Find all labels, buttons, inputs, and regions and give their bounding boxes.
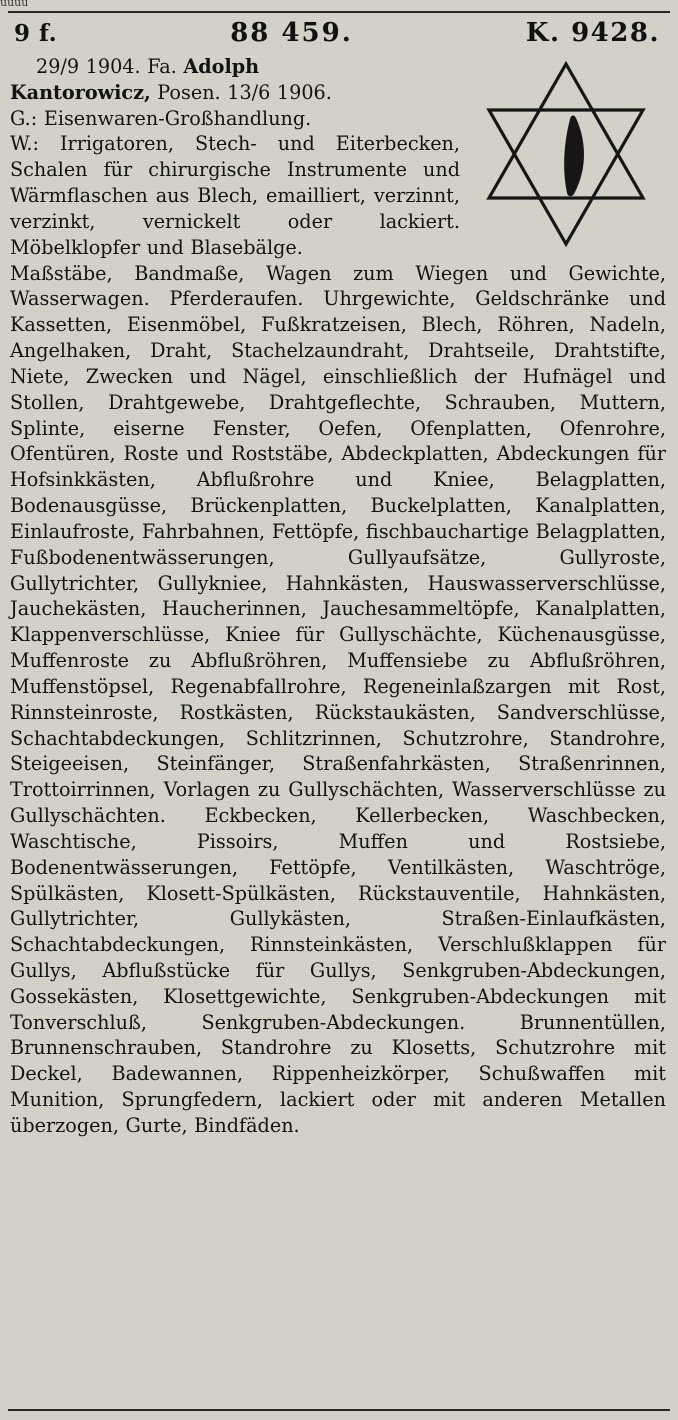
entry-text-block — [10, 54, 666, 1139]
entry-w-label: W.: — [10, 132, 60, 156]
entry-body — [10, 16, 666, 1406]
entry-registration-number: 88 459. — [230, 18, 353, 48]
entry-g-value: Eisenwaren-Großhandlung. — [43, 106, 312, 130]
entry-class-number: 9 f. — [14, 20, 58, 47]
star-of-david-with-crescent-icon — [468, 56, 664, 252]
entry-place: Posen. 13/6 1906. — [150, 80, 332, 104]
entry-firm-name-2: Kantorowicz, — [10, 80, 151, 104]
entry-g-label: G.: — [10, 106, 44, 130]
entry-firm-name-1: Adolph — [183, 55, 260, 78]
entry-goods-body: Maßstäbe, Bandmaße, Wagen zum Wiegen und Gewichte, Wasserwagen. Pferderaufen. Uhrgewichte, Geldschränke und Kassetten, Eisenmöbel, Fußkratzeisen, Blech, Röhren, Nadeln, Angelhaken, Draht, Stachelzaundraht, Drahtseile, Drahtstifte, Niete, Zwecken und Nägel, einschließlich der Hufnägel und Stollen, Drahtgewebe, Drahtgeflechte, Schrauben, Muttern, Splinte, eiserne Fenster, Oefen, Ofenplatten, Ofenrohre, Ofentüren, Roste und Roststäbe, Abdeckplatten, Abdeckungen für Hofsinkkästen, Abflußrohre und Kniee, Belagplatten, Bodenausgüsse, Brückenplatten, Buckelplatten, Kanalplatten, Einlaufroste, Fahrbahnen, Fettöpfe, fischbauchartige Belagplatten, Fußbodenentwässerungen, Gullyaufsätze, Gullyroste, Gullytrichter, Gullykniee, Hahnkästen, Hauswasserverschlüsse, Jauchekästen, Haucherinnen, Jauchesammeltöpfe, Kanalplatten, Klappenverschlüsse, Kniee für Gullyschächte, Küchenausgüsse, Muffenroste zu Abflußröhren, Muffensiebe zu Abflußröhren, Muffenstöpsel, Regenabfallrohre, Regeneinlaßzargen mit Rost, Rinnsteinroste, Rostkästen, Rückstaukästen, Sandverschlüsse, Schachtabdeckungen, Schlitzrinnen, Schutzrohre, Standrohre, Steigeeisen, Steinfänger, Straßenfahrkästen, Straßenrinnen, Trottoirrinnen, Vorlagen zu Gullyschächten, Wasserverschlüsse zu Gullyschächten. Eckbecken, Kellerbecken, Waschbecken, Waschtische, Pissoirs, Muffen und Rostsiebe, Bodenentwässerungen, Fettöpfe, Ventilkästen, Waschtröge, Spülkästen, Klosett-Spülkästen, Rückstauventile, Hahnkästen, Gullytrichter, Gullykästen, Straßen-Einlaufkästen, Schachtabdeckungen, Rinnsteinkästen, Verschlußklappen für Gullys, Abflußstücke für Gullys, Senkgruben-Abdeckungen, Gossekästen, Klosettgewichte, Senkgruben-Abdeckungen mit Tonverschluß, Senkgruben-Abdeckungen. Brunnentüllen, Brunnenschrauben, Standrohre zu Klosetts, Schutzrohre mit Deckel, Badewannen, Rippenheizkörper, Schußwaffen mit Munition, Sprungfedern, lackiert oder mit anderen Metallen überzogen, Gurte, Bindfäden. — [10, 261, 666, 1137]
entry-header — [10, 16, 666, 54]
top-rule — [8, 11, 670, 13]
entry-date: 29/9 1904. Fa. — [36, 55, 184, 78]
entry-w-head-text: Irrigatoren, Stech- und Eiterbecken, Schalen für chirurgische Instrumente und Wärmflaschen aus Blech, emailliert, verzinnt, verzinkt, vernickelt oder lackiert. Möbelklopfer und Blasebälge. — [10, 132, 461, 259]
entry-file-number: K. 9428. — [525, 18, 660, 48]
page-top-fragment: uuuu — [0, 0, 29, 9]
bottom-rule — [8, 1409, 670, 1411]
